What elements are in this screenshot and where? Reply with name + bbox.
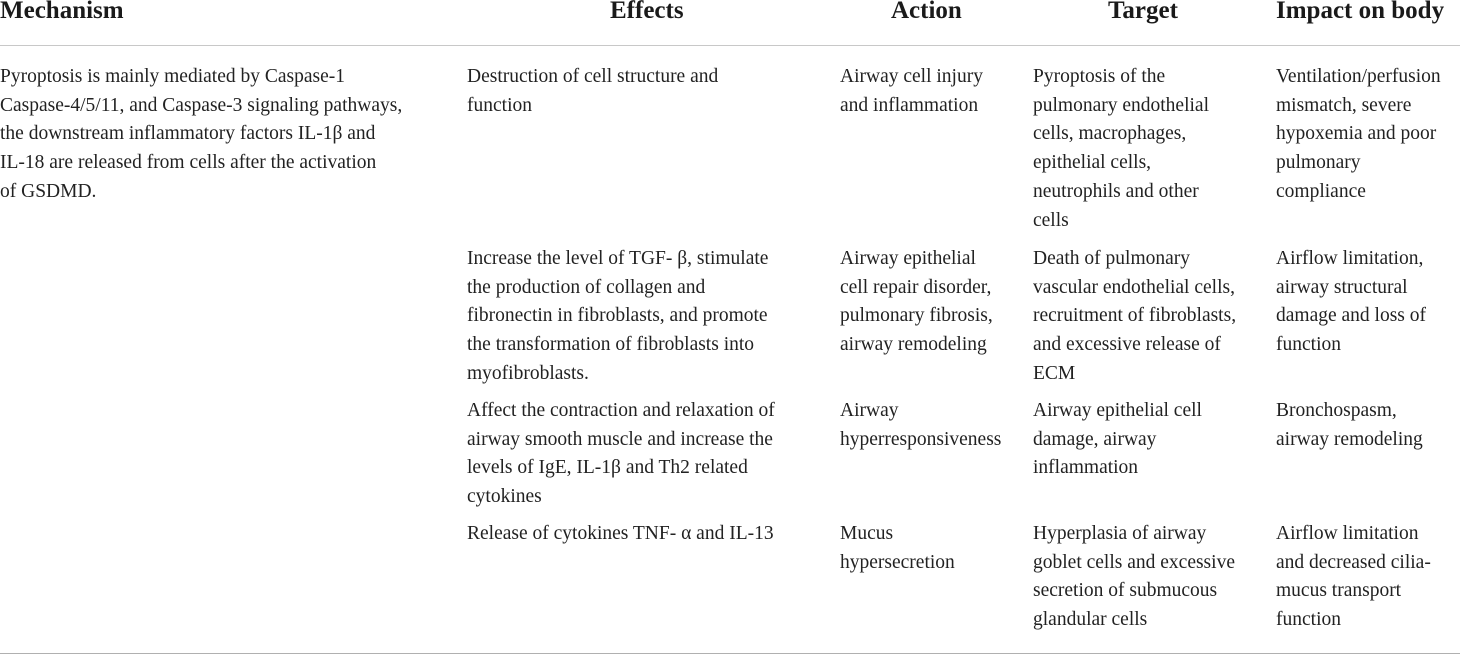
impact-line: Airflow limitation xyxy=(1276,523,1419,544)
row-2-target xyxy=(1033,245,1236,389)
target-line: secretion of submucous xyxy=(1033,580,1218,602)
impact-line: airway structural xyxy=(1276,276,1408,298)
effects-line: the production of collagen and xyxy=(467,276,706,298)
mechanism-line: IL-18 are released from cells after the activation xyxy=(0,152,377,174)
impact-line: Bronchospasm, xyxy=(1276,400,1397,421)
row-4-target xyxy=(1033,520,1235,635)
row-4-impact xyxy=(1276,520,1431,635)
target-line: Hyperplasia of airway xyxy=(1033,523,1207,544)
effects-line: cytokines xyxy=(467,486,542,508)
target-line: inflammation xyxy=(1033,457,1139,479)
impact-line: Airflow limitation, xyxy=(1276,248,1424,269)
action-line: Airway epithelial xyxy=(840,248,976,269)
row-3-action xyxy=(840,397,1001,454)
row-3-effects xyxy=(467,397,775,512)
target-line: Death of pulmonary xyxy=(1033,248,1191,269)
target-line: neutrophils and other xyxy=(1033,180,1199,202)
effects-line: airway smooth muscle and increase the xyxy=(467,428,773,450)
action-line: Airway cell injury xyxy=(840,66,983,87)
effects-line: Release of cytokines TNF- α and IL-13 xyxy=(467,523,774,544)
effects-line: Affect the contraction and relaxation of xyxy=(467,400,775,421)
effects-line: Increase the level of TGF- β, stimulate xyxy=(467,248,769,269)
target-line: goblet cells and excessive xyxy=(1033,551,1235,573)
impact-line: hypoxemia and poor xyxy=(1276,123,1437,145)
impact-line: function xyxy=(1276,609,1341,631)
action-line: hyperresponsiveness xyxy=(840,428,1002,450)
target-line: damage, airway xyxy=(1033,428,1157,450)
target-line: pulmonary endothelial xyxy=(1033,94,1209,116)
target-line: cells, macrophages, xyxy=(1033,123,1187,145)
header-action: Action xyxy=(891,0,962,24)
impact-line: function xyxy=(1276,334,1341,356)
effects-line: myofibroblasts. xyxy=(467,362,589,384)
action-line: hypersecretion xyxy=(840,551,955,573)
effects-line: the transformation of fibroblasts into xyxy=(467,334,755,356)
action-line: Mucus xyxy=(840,523,894,544)
row-3-target xyxy=(1033,397,1202,483)
effects-line: levels of IgE, IL-1β and Th2 related xyxy=(467,457,748,479)
header-effects: Effects xyxy=(610,0,684,24)
mechanism-line: Caspase-4/5/11, and Caspase-3 signaling pathways, xyxy=(0,94,403,116)
target-line: cells xyxy=(1033,209,1069,231)
impact-line: mismatch, severe xyxy=(1276,94,1412,116)
row-2-impact xyxy=(1276,245,1426,360)
target-line: glandular cells xyxy=(1033,609,1148,631)
table-bottom-rule xyxy=(0,653,1460,654)
impact-line: mucus transport xyxy=(1276,580,1402,602)
row-2-effects xyxy=(467,245,768,389)
impact-line: Ventilation/perfusion xyxy=(1276,66,1441,87)
action-line: airway remodeling xyxy=(840,334,987,356)
effects-line: fibronectin in fibroblasts, and promote xyxy=(467,305,768,327)
row-1-effects xyxy=(467,63,718,120)
target-line: ECM xyxy=(1033,362,1076,384)
impact-line: and decreased cilia- xyxy=(1276,551,1431,573)
action-line: cell repair disorder, xyxy=(840,276,992,298)
row-4-action xyxy=(840,520,955,577)
mechanism-line: Pyroptosis is mainly mediated by Caspase-1 xyxy=(0,66,346,87)
header-impact: Impact on body xyxy=(1276,0,1445,24)
target-line: epithelial cells, xyxy=(1033,152,1152,174)
header-divider xyxy=(0,45,1460,46)
row-1-impact xyxy=(1276,63,1441,207)
action-line: and inflammation xyxy=(840,94,979,116)
impact-line: compliance xyxy=(1276,180,1366,202)
impact-line: damage and loss of xyxy=(1276,305,1427,327)
impact-line: airway remodeling xyxy=(1276,428,1423,450)
target-line: and excessive release of xyxy=(1033,334,1221,356)
mechanism-line: the downstream inflammatory factors IL-1β and xyxy=(0,123,376,145)
effects-line: function xyxy=(467,94,532,116)
row-2-action xyxy=(840,245,993,360)
target-line: Pyroptosis of the xyxy=(1033,66,1166,87)
row-1-target xyxy=(1033,63,1209,235)
action-line: Airway xyxy=(840,400,899,421)
row-3-impact xyxy=(1276,397,1423,454)
effects-line: Destruction of cell structure and xyxy=(467,66,719,87)
row-4-effects xyxy=(467,520,774,549)
target-line: recruitment of fibroblasts, xyxy=(1033,305,1237,327)
action-line: pulmonary fibrosis, xyxy=(840,305,993,327)
header-mechanism: Mechanism xyxy=(0,0,124,24)
impact-line: pulmonary xyxy=(1276,152,1361,174)
target-line: vascular endothelial cells, xyxy=(1033,276,1235,298)
header-target: Target xyxy=(1108,0,1178,24)
row-1-action xyxy=(840,63,983,120)
mechanism-cell xyxy=(0,63,402,207)
mechanism-line: of GSDMD. xyxy=(0,180,97,202)
target-line: Airway epithelial cell xyxy=(1033,400,1202,421)
